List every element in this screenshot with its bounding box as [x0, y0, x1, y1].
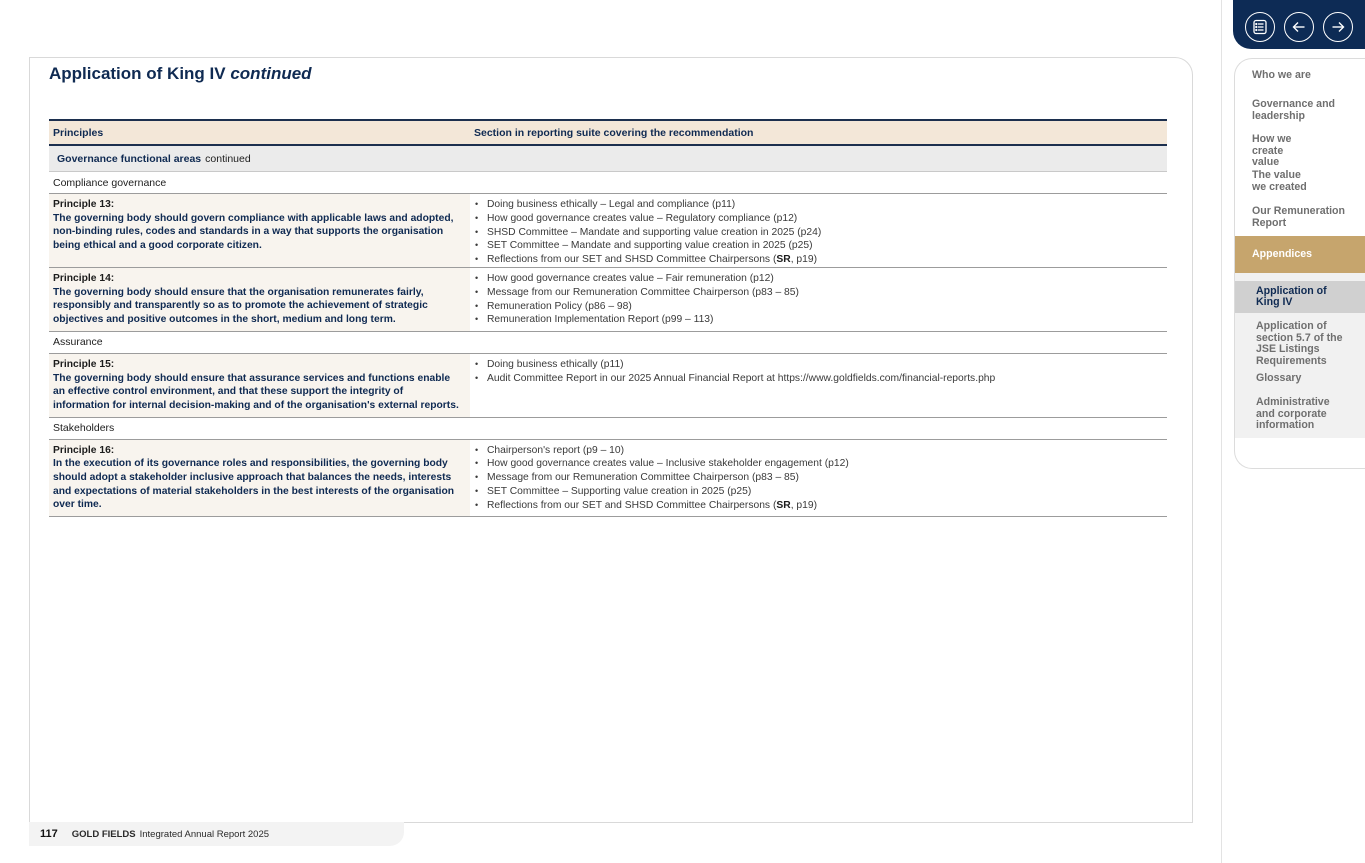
- back-arrow-icon[interactable]: [1284, 12, 1314, 42]
- group-stakeholders: Stakeholders: [49, 418, 1167, 440]
- sidebar-item-label: The value we created: [1252, 169, 1307, 193]
- list-item: • SET Committee – Supporting value creation in 2025 (p25): [474, 485, 1163, 499]
- group-compliance: Compliance governance: [49, 172, 1167, 194]
- list-item: • Chairperson's report (p9 – 10): [474, 444, 1163, 458]
- sidebar-subitem-king-iv[interactable]: [1235, 281, 1365, 313]
- sidebar-item-label: How we create value: [1252, 133, 1292, 168]
- list-item: • SET Committee – Mandate and supporting value creation in 2025 (p25): [474, 239, 1163, 253]
- report-name: Integrated Annual Report 2025: [139, 828, 270, 840]
- section-cell: [470, 440, 1167, 517]
- list-item[interactable]: • Audit Committee Report in our 2025 Annual Financial Report at https://www.goldfields.com/financial-reports.php: [474, 372, 1163, 386]
- sidebar-item-how-we-create-value[interactable]: [1235, 134, 1321, 170]
- list-item: [474, 499, 1163, 513]
- nav-bar: [1233, 0, 1365, 49]
- sidebar-subitem-administrative[interactable]: [1235, 397, 1365, 432]
- list-item: • How good governance creates value – Regulatory compliance (p12): [474, 212, 1163, 226]
- table-row: [49, 354, 1167, 418]
- sidebar-item-appendices[interactable]: [1235, 236, 1365, 273]
- sidebar-divider: [1221, 0, 1222, 863]
- table-header: [49, 119, 1167, 146]
- sidebar-item-label: Application of section 5.7 of the JSE Listings Requirements: [1256, 320, 1343, 367]
- principle-text: In the execution of its governance roles and responsibilities, the governing body should adopt a stakeholder inclusive approach that balances the needs, interests and expectations of material stakeholders in the best interests of the organisation over time.: [53, 458, 455, 511]
- page-number: 117: [40, 828, 58, 840]
- table-row: [49, 194, 1167, 268]
- sidebar-subitem-glossary[interactable]: [1235, 373, 1365, 397]
- principle-label: Principle 16:: [53, 444, 115, 456]
- king-iv-table: [49, 119, 1167, 517]
- sidebar-subitem-jse[interactable]: [1235, 313, 1365, 373]
- list-item: • Remuneration Policy (p86 – 98): [474, 300, 1163, 314]
- list-item: • How good governance creates value – Inclusive stakeholder engagement (p12): [474, 457, 1163, 471]
- sidebar-item-value-created[interactable]: [1235, 170, 1315, 206]
- page-title-suffix: continued: [230, 64, 312, 83]
- header-principles: Principles: [53, 126, 104, 139]
- list-item-text: , p19): [790, 499, 818, 511]
- principle-cell: [49, 268, 470, 331]
- section-cell: [470, 268, 1167, 331]
- sr-label: SR: [776, 254, 791, 266]
- list-item: • Message from our Remuneration Committee Chairperson (p83 – 85): [474, 471, 1163, 485]
- group-assurance: Assurance: [49, 332, 1167, 354]
- principle-text: The governing body should ensure that the organisation remunerates fairly, responsibly and transparently so as to promote the achievement of strategic objectives and positive outcomes in the short, medium and long term.: [53, 286, 428, 326]
- principle-text: The governing body should govern compliance with applicable laws and adopted, non-binding rules, codes and standards in a way that supports the organisation being ethical and a good corporate citizen.: [53, 212, 454, 252]
- sidebar-item-label: Administrative and corporate information: [1256, 396, 1330, 431]
- sidebar-item-label: Governance and leadership: [1252, 98, 1336, 122]
- section-cell: [470, 194, 1167, 267]
- principle-text: The governing body should ensure that assurance services and functions enable an effective control environment, and that these support the integrity of information for internal decision-making and of the organisation's external reports.: [53, 372, 459, 411]
- section-label: Governance functional areas: [57, 152, 202, 165]
- principle-label: Principle 13:: [53, 199, 115, 210]
- list-item: • How good governance creates value – Fair remuneration (p12): [474, 272, 1163, 286]
- list-item-text: , p19): [790, 254, 818, 266]
- list-item: • Doing business ethically (p11): [474, 358, 1163, 372]
- sidebar-nav: [1234, 58, 1365, 469]
- list-item: [474, 253, 1163, 267]
- principle-cell: [49, 440, 470, 517]
- principle-cell: [49, 354, 470, 417]
- section-suffix: continued: [205, 152, 251, 165]
- sidebar-item-who-we-are[interactable]: [1235, 70, 1365, 93]
- table-row: [49, 440, 1167, 518]
- sidebar-item-label: Appendices: [1252, 247, 1313, 260]
- principle-label: Principle 14:: [53, 272, 115, 284]
- sidebar-item-label: Who we are: [1252, 69, 1311, 81]
- section-row: [49, 146, 1167, 172]
- sr-label: SR: [776, 499, 791, 511]
- section-cell: [470, 354, 1167, 417]
- appendices-submenu: [1235, 273, 1365, 438]
- list-item-text: Reflections from our SET and SHSD Committee Chairpersons (: [487, 499, 777, 511]
- contents-icon[interactable]: [1245, 12, 1275, 42]
- principle-label: Principle 15:: [53, 358, 115, 370]
- list-item: • Message from our Remuneration Committee Chairperson (p83 – 85): [474, 286, 1163, 300]
- sidebar-item-label: Our Remuneration Report: [1252, 205, 1346, 229]
- forward-arrow-icon[interactable]: [1323, 12, 1353, 42]
- sidebar-item-label: Application of King IV: [1256, 284, 1327, 308]
- principle-cell: [49, 194, 470, 267]
- list-item: • SHSD Committee – Mandate and supporting value creation in 2025 (p24): [474, 226, 1163, 240]
- list-item-text: Reflections from our SET and SHSD Committee Chairpersons (: [487, 254, 777, 266]
- list-item: • Remuneration Implementation Report (p99 – 113): [474, 313, 1163, 327]
- header-section: Section in reporting suite covering the recommendation: [474, 126, 754, 139]
- sidebar-item-remuneration-report[interactable]: [1235, 206, 1355, 236]
- sidebar-item-label: Glossary: [1256, 372, 1302, 384]
- page-title-main: Application of King IV: [49, 64, 226, 83]
- brand-name: GOLD FIELDS: [71, 828, 136, 840]
- page-title: [49, 64, 312, 84]
- table-row: [49, 268, 1167, 332]
- sidebar-item-governance[interactable]: [1235, 99, 1345, 134]
- list-item: • Doing business ethically – Legal and compliance (p11): [474, 198, 1163, 212]
- page-footer: [29, 822, 404, 846]
